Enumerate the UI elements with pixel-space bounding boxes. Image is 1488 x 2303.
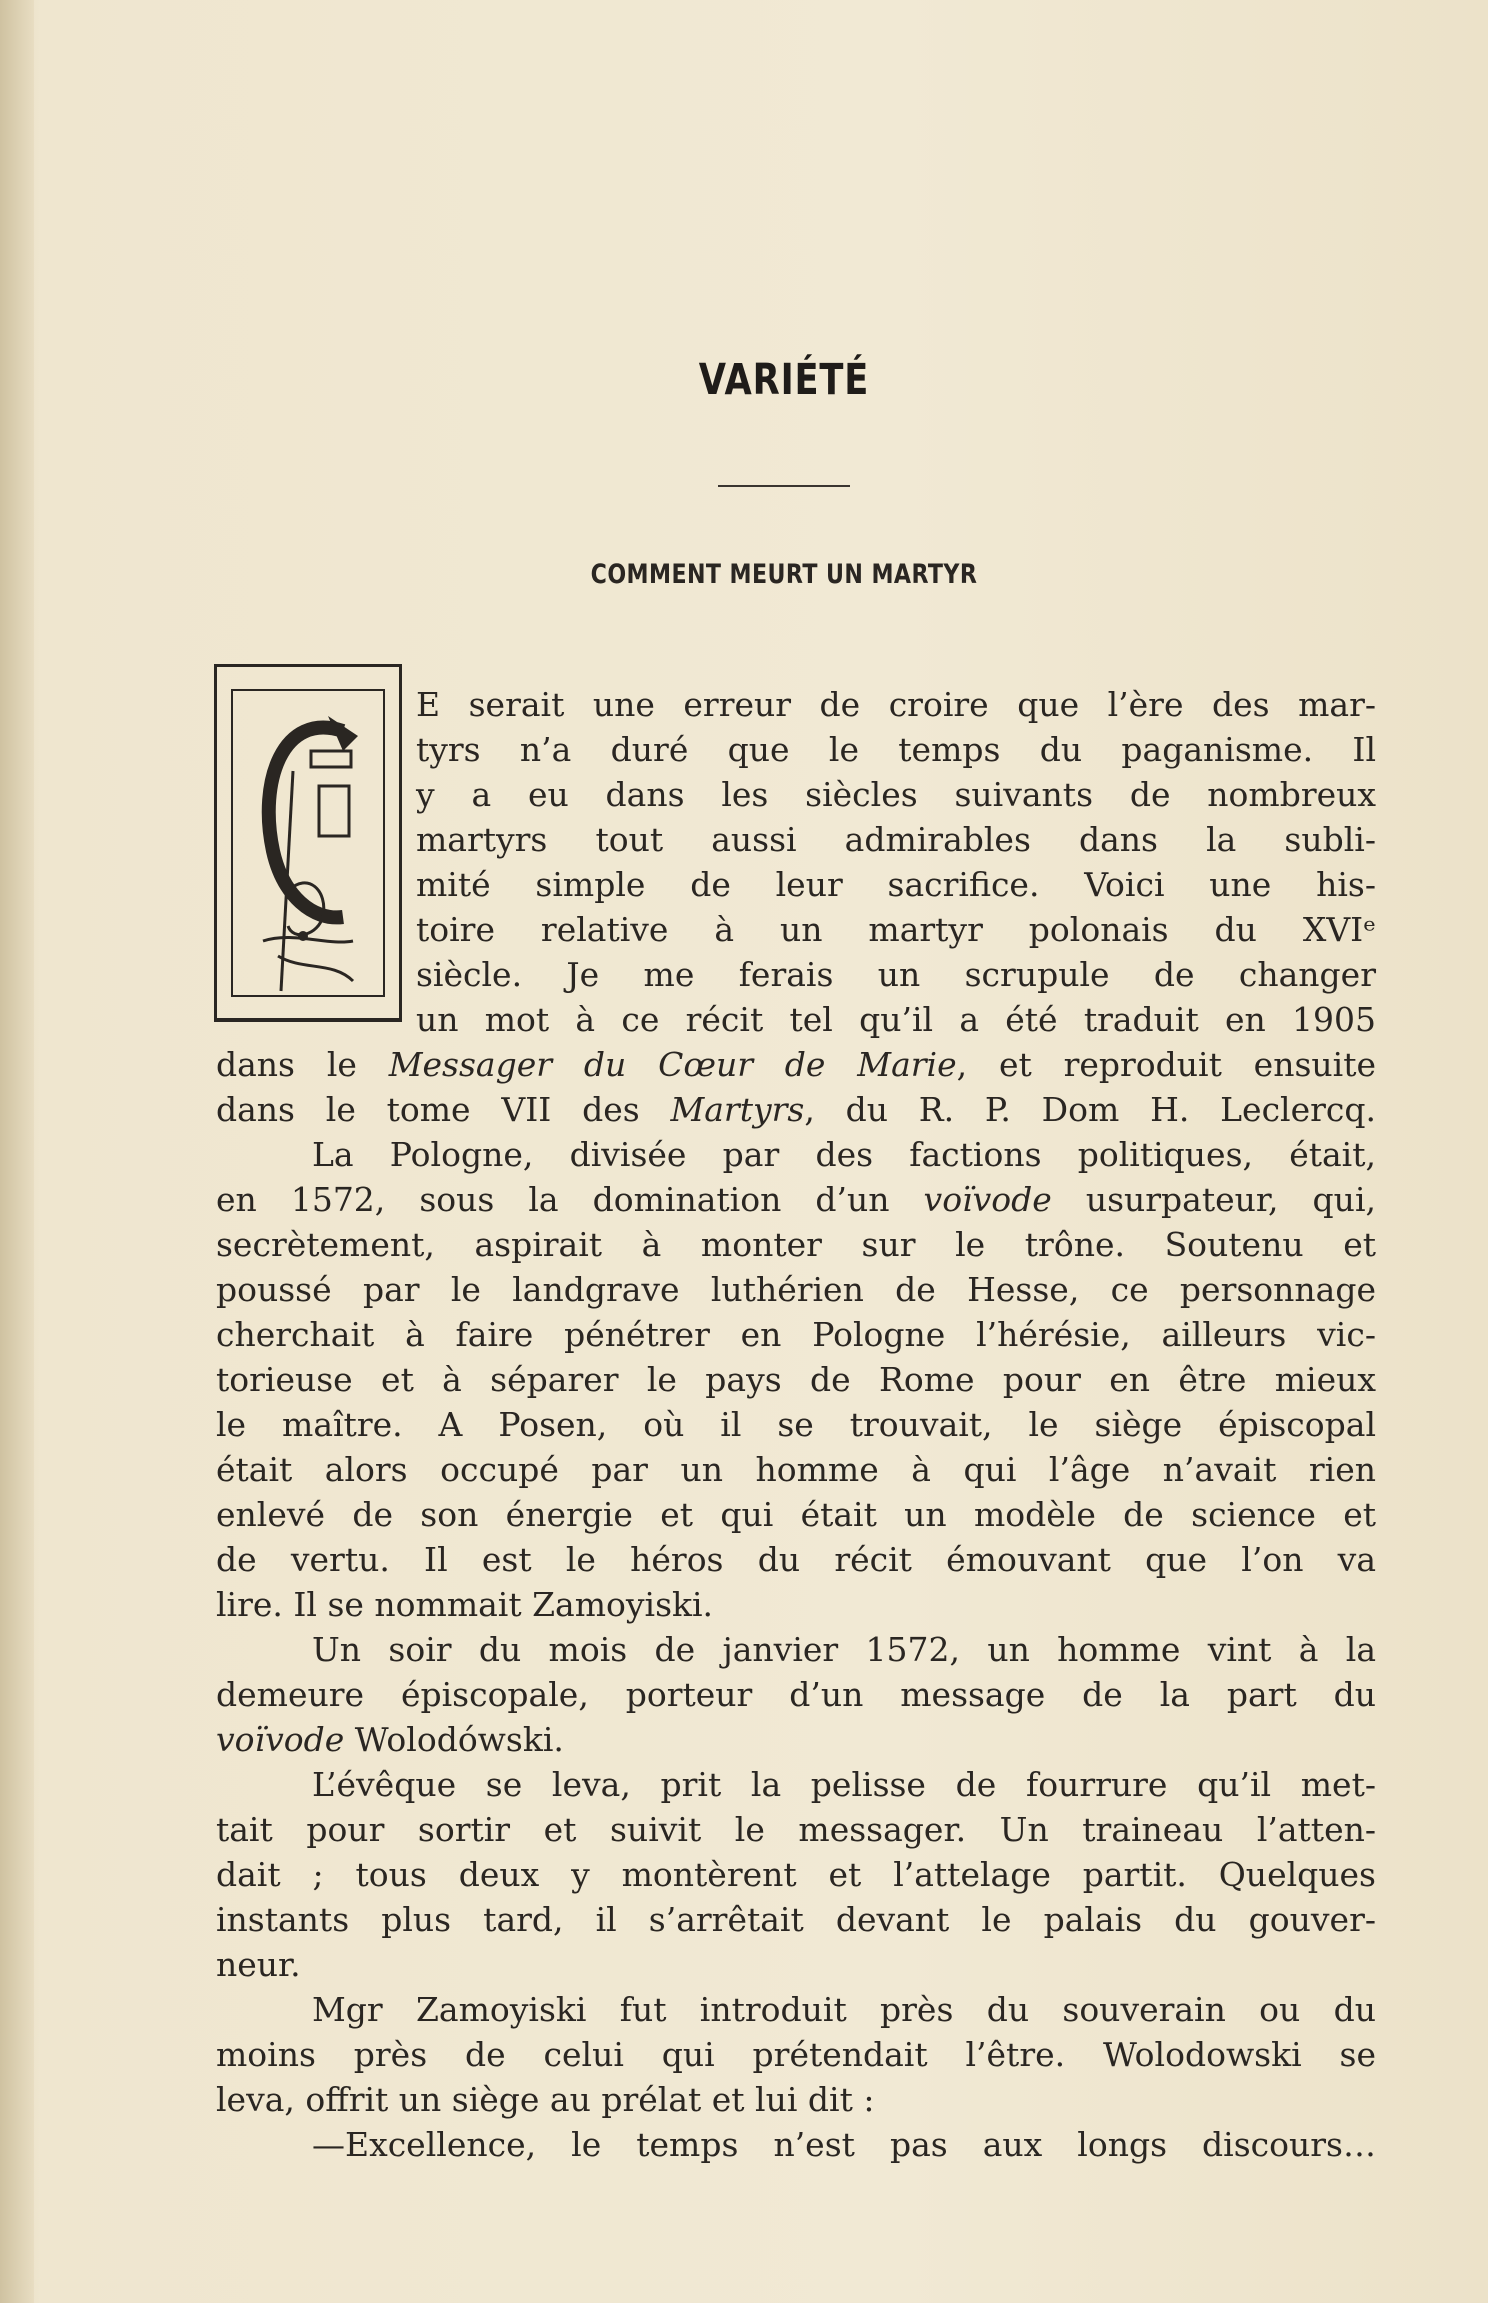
text-line: Mgr Zamoyiski fut introduit près du souverain ou du [312,1990,1376,2029]
text-line: poussé par le landgrave luthérien de Hesse, ce personnage [216,1270,1376,1309]
paragraph-4 [216,1762,1376,1987]
text-line: dans le Messager du Cœur de Marie, et reproduit ensuite [216,1045,1376,1084]
paragraph-6 [216,2122,1376,2167]
italic-title: Messager du Cœur de Marie [388,1045,957,1084]
text-line: secrètement, aspirait à monter sur le trône. Soutenu et [216,1225,1376,1264]
text-line: L’évêque se leva, prit la pelisse de fourrure qu’il met- [312,1765,1376,1804]
italic-word: voïvode [216,1720,345,1759]
text-line: La Pologne, divisée par des factions politiques, était, [312,1135,1376,1174]
text-line: E serait une erreur de croire que l’ère des mar- [416,685,1376,724]
paragraph-2 [216,1132,1376,1627]
text-line: dans le tome VII des Martyrs, du R. P. Dom H. Leclercq. [216,1090,1377,1129]
text-line: toire relative à un martyr polonais du XVIᵉ [416,910,1376,949]
text-line: y a eu dans les siècles suivants de nombreux [416,775,1376,814]
text-line: le maître. A Posen, où il se trouvait, le siège épiscopal [216,1405,1376,1444]
paragraph-5 [216,1987,1376,2122]
text-line: en 1572, sous la domination d’un voïvode usurpateur, qui, [216,1180,1376,1219]
text-line: dait ; tous deux y montèrent et l’attelage partit. Quelques [216,1855,1376,1894]
text-line: moins près de celui qui prétendait l’être. Wolodowski se [216,2035,1376,2074]
text-line: voïvode Wolodówski. [216,1720,564,1759]
page-spine-shadow [0,0,34,2303]
title-divider [718,485,850,487]
text-line: siècle. Je me ferais un scrupule de changer [416,955,1376,994]
section-title: VARIÉTÉ [698,355,870,405]
text-line: martyrs tout aussi admirables dans la subli- [416,820,1376,859]
paragraph-3 [216,1627,1376,1762]
paragraph-1 [216,682,1376,1132]
text-line: leva, offrit un siège au prélat et lui dit : [216,2080,875,2119]
text-line: neur. [216,1945,301,1984]
text-line: était alors occupé par un homme à qui l’âge n’avait rien [216,1450,1376,1489]
article-title: COMMENT MEURT UN MARTYR [590,559,978,590]
text-line: mité simple de leur sacrifice. Voici une his- [416,865,1376,904]
text-line: instants plus tard, il s’arrêtait devant le palais du gouver- [216,1900,1376,1939]
text-line: cherchait à faire pénétrer en Pologne l’hérésie, ailleurs vic- [216,1315,1376,1354]
italic-title: Martyrs [670,1090,805,1129]
italic-word: voïvode [923,1180,1052,1219]
text-line: torieuse et à séparer le pays de Rome pour en être mieux [216,1360,1376,1399]
text-line: Un soir du mois de janvier 1572, un homme vint à la [312,1630,1376,1669]
text-line: tait pour sortir et suivit le messager. Un traineau l’atten- [216,1810,1376,1849]
text-line: de vertu. Il est le héros du récit émouvant que l’on va [216,1540,1376,1579]
article-body [216,682,1376,2167]
text-line: un mot à ce récit tel qu’il a été traduit en 1905 [416,1000,1376,1039]
text-line: —Excellence, le temps n’est pas aux longs discours… [312,2125,1376,2164]
text-line: demeure épiscopale, porteur d’un message de la part du [216,1675,1376,1714]
text-line: tyrs n’a duré que le temps du paganisme. Il [416,730,1376,769]
text-line: lire. Il se nommait Zamoyiski. [216,1585,714,1624]
text-line: enlevé de son énergie et qui était un modèle de science et [216,1495,1376,1534]
